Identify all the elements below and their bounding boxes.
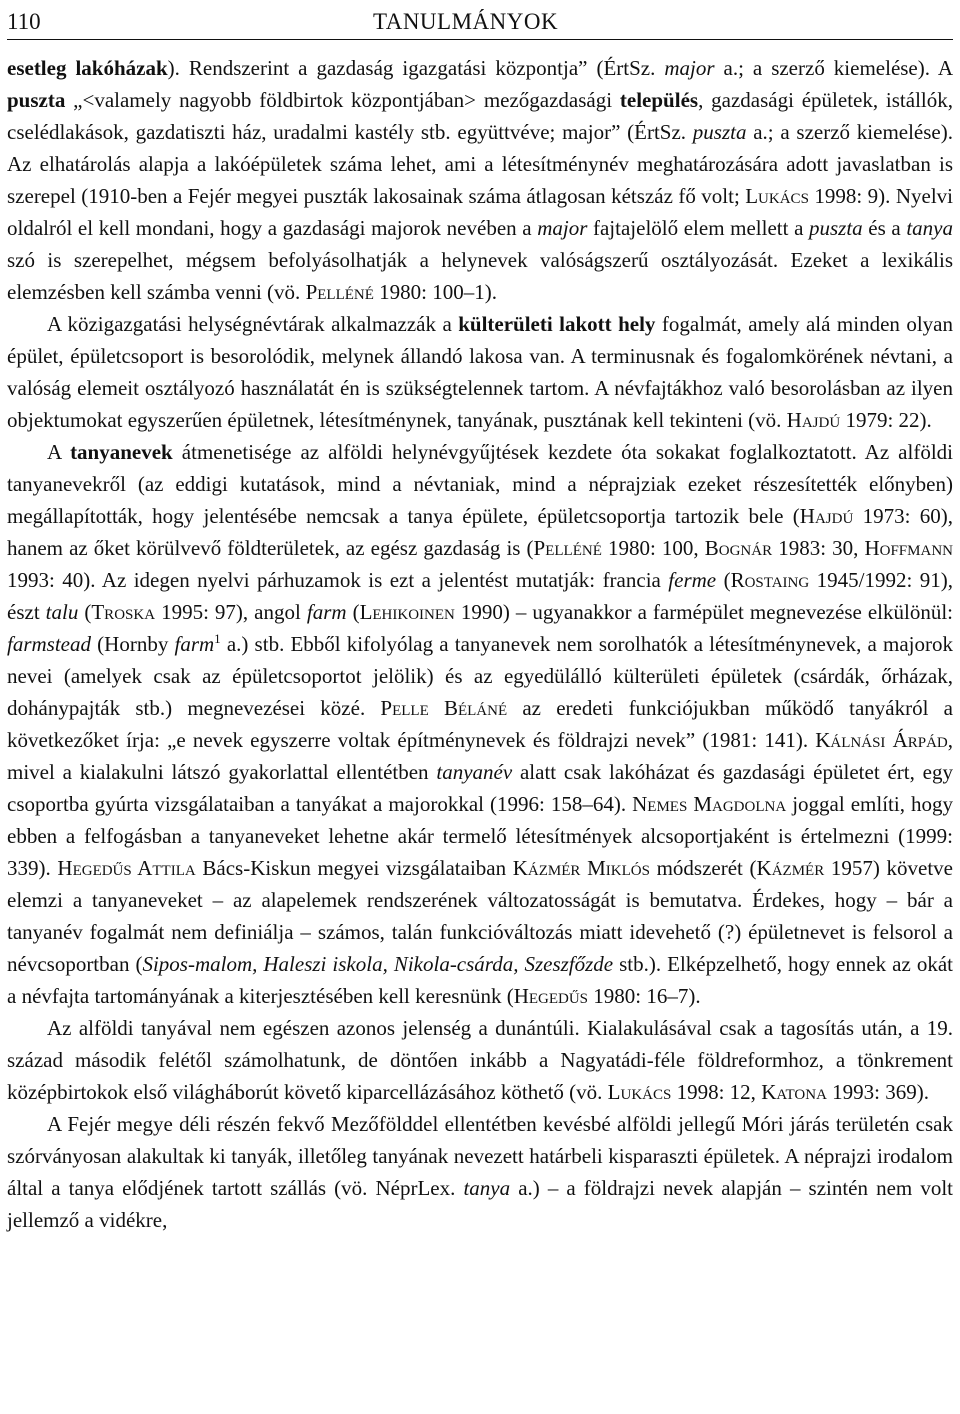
author-citation: Rostaing xyxy=(730,568,810,592)
text-run: 1993: 369). xyxy=(826,1080,929,1104)
italic-term: tanya xyxy=(906,216,953,240)
text-run: fogalmát, amely alá minden olyan épület, épületcsoport is besorolódik, melynek állandó lakosa van. A terminusnak és fogalomkörének névtani, a valóság elemeit osztályozó használatát én is szükségtelennek tartom. A névfajtákhoz való besorolásban az ilyen objektumokat egyszerűen épületnek, létesítménynek, tanyának, pusztának kell tekinteni (vö. xyxy=(7,312,953,432)
text-run: A Fejér megye déli részén fekvő Mezőfölddel ellentétben kevésbé alföldi jellegű Móri járás területén csak szórványosan alakultak ki tanyák, illetőleg tanyának nevezett határbeli kisparaszti épületek. A néprajzi irodalom által a tanya elődjének tartott szállás (vö. NéprLex. xyxy=(7,1112,953,1200)
text-run: a.) stb. Ebből kifolyólag a tanyanevek nem sorolhatók a létesítménynevek, a majorok nevei (amelyek csak az épületcsoportot jelölik) és az egyedülálló külterületi épületek (csárdák, őrházak, dohánypajták stb.) megnevezései közé. xyxy=(7,632,953,720)
author-citation: Lukács xyxy=(607,1080,672,1104)
author-citation: Lukács xyxy=(745,184,809,208)
text-run: , mivel a kialakulni látszó gyakorlattal ellentétben xyxy=(7,728,953,784)
bold-term: esetleg lakóházak xyxy=(7,56,168,80)
text-run: 1973: 60), hanem az őket körülvevő földterületek, az egész gazdaság is ( xyxy=(7,504,954,560)
text-run: 1998: 9). Nyelvi oldalról el kell mondani, hogy a gazdasági majorok nevében a xyxy=(7,184,953,240)
text-run: 1990) – ugyanakkor a farmépület megnevezése elkülönül: xyxy=(454,600,953,624)
italic-term: farm xyxy=(306,600,347,624)
text-run: fajtajelölő elem mellett a xyxy=(587,216,809,240)
author-citation: Hajdú xyxy=(786,408,841,432)
body-text xyxy=(7,52,953,1236)
text-run: 1998: 12, xyxy=(671,1080,762,1104)
italic-term: ferme xyxy=(668,568,717,592)
text-run: 1979: 22). xyxy=(840,408,932,432)
author-citation: Pelle Béláné xyxy=(380,696,508,720)
text-run: ). Rendszerint a gazdaság igazgatási központja” (ÉrtSz. xyxy=(167,56,665,80)
text-run: , gazdasági épületek, istállók, cselédlakások, gazdatiszti ház, uradalmi kastély stb. együttvéve; major” (ÉrtSz. xyxy=(7,88,953,144)
author-citation: Kázmér xyxy=(756,856,825,880)
text-run: módszerét ( xyxy=(649,856,757,880)
text-run: átmenetisége az alföldi helynévgyűjtések kezdete óta sokakat foglalkoztatott. Az alföldi tanyanevekről (az eddigi kutatások, mind a névtaniak, mind a néprajziak ezeket részesítették előnyben) megállapították, hogy jelentésébe nemcsak a tanya épülete, épületcsoportja tartozik bele ( xyxy=(7,440,954,528)
running-header xyxy=(7,6,953,40)
paragraph-4 xyxy=(7,1012,953,1108)
author-citation: Hegedűs xyxy=(513,984,589,1008)
paragraph-5 xyxy=(7,1108,953,1236)
text-run: ( xyxy=(346,600,360,624)
text-run: joggal említi, hogy ebben a felfogásban a tanyaneveket lehetne akár termelő létesítmények alcsoportjaként is értelmezni (1999: 339). xyxy=(7,792,953,880)
text-run: és a xyxy=(862,216,907,240)
italic-term: puszta xyxy=(692,120,747,144)
page-number: 110 xyxy=(7,9,41,34)
text-run: alatt csak lakóházat és gazdasági épületet ért, egy csoportba gyúrta vizsgálataiban a tanyákat a majorokkal (1996: 158–64). xyxy=(7,760,953,816)
author-citation: Pelléné xyxy=(305,280,374,304)
author-citation: Hoffmann xyxy=(864,536,953,560)
text-run: 1957) követve elemzi a tanyaneveket – az alapelemek rendszerének változatosságát is bemutatva. Érdekes, hogy – bár a tanyanév fogalmát nem definiálja – számos, talán funkcióváltozás miatt idevehető (?) épületnevet is felsorol a névcsoportban ( xyxy=(7,856,953,976)
text-run: ( xyxy=(716,568,731,592)
italic-term: farmstead xyxy=(7,632,91,656)
author-citation: Kázmér Miklós xyxy=(512,856,650,880)
author-citation: Lehikoinen xyxy=(359,600,455,624)
author-citation: Kálnási Árpád xyxy=(815,728,948,752)
text-run: a.) – a földrajzi nevek alapján – szintén nem volt jellemző a vidékre, xyxy=(7,1176,953,1232)
text-run: A közigazgatási helységnévtárak alkalmazzák a xyxy=(47,312,459,336)
text-run: 1980: 100, xyxy=(601,536,705,560)
bold-term: tanyanevek xyxy=(70,440,173,464)
text-run: 1980: 100–1). xyxy=(373,280,497,304)
text-run: 1983: 30, xyxy=(772,536,865,560)
section-title: TANULMÁNYOK xyxy=(373,9,559,34)
italic-term: major xyxy=(537,216,588,240)
text-run: 1995: 97), angol xyxy=(155,600,307,624)
paragraph-2 xyxy=(7,308,953,436)
paragraph-1 xyxy=(7,52,953,308)
italic-term: Sipos-malom, Haleszi iskola, Nikola-csárda, Szeszfőzde xyxy=(142,952,614,976)
text-run: „<valamely nagyobb földbirtok központjában> mezőgazdasági xyxy=(65,88,620,112)
text-run: 1980: 16–7). xyxy=(588,984,701,1008)
author-citation: Troska xyxy=(91,600,156,624)
text-run: (Hornby xyxy=(91,632,175,656)
text-run: Az alföldi tanyával nem egészen azonos jelenség a dunántúli. Kialakulásával csak a tagosítás után, a 19. század második felétől számolhatunk, de döntően inkább a Nagyatádi-féle földreformhoz, a tönkrement középbirtokok első világháborút követő kiparcellázásához köthető (vö. xyxy=(7,1016,953,1104)
author-citation: Pelléné xyxy=(533,536,602,560)
text-run: 1945/1992: 91), észt xyxy=(7,568,953,624)
author-citation: Katona xyxy=(761,1080,827,1104)
bold-term: külterületi lakott hely xyxy=(458,312,656,336)
author-citation: Nemes Magdolna xyxy=(632,792,787,816)
author-citation: Hegedűs Attila xyxy=(57,856,196,880)
italic-term: farm xyxy=(174,632,215,656)
author-citation: Hajdú xyxy=(799,504,854,528)
text-run: az eredeti funkciójukban működő tanyákról a következőket írja: „e nevek egyszerre voltak építménynevek és földrajzi nevek” (1981: 141). xyxy=(7,696,953,752)
text-run: ( xyxy=(78,600,92,624)
italic-term: puszta xyxy=(809,216,863,240)
text-run: stb.). Elképzelhető, hogy ennek az okát a névfajta tartományának a kiterjesztésében kell keresnünk ( xyxy=(7,952,953,1008)
italic-term: talu xyxy=(45,600,79,624)
text-run: a.; a szerző kiemelése). Az elhatárolás alapja a lakóépületek száma lehet, ami a létesítménynév meghatározására adott javaslatban is szerepel (1910-ben a Fejér megyei puszták lakosainak száma átlagosan kétszáz fő volt; xyxy=(7,120,953,208)
superscript: 1 xyxy=(214,631,221,646)
text-run: A xyxy=(47,440,71,464)
italic-term: tanyanév xyxy=(436,760,513,784)
text-run: Bács-Kiskun megyei vizsgálataiban xyxy=(195,856,513,880)
italic-term: major xyxy=(664,56,715,80)
text-run: a.; a szerző kiemelése). A xyxy=(714,56,953,80)
bold-term: település xyxy=(619,88,699,112)
text-run: 1993: 40). Az idegen nyelvi párhuzamok is ezt a jelentést mutatják: francia xyxy=(7,568,669,592)
text-run: szó is szerepelhet, mégsem befolyásolhatják a helynevek valóságszerű osztályozását. Ezeket a lexikális elemzésben kell számba venni (vö. xyxy=(7,248,953,304)
italic-term: tanya xyxy=(463,1176,511,1200)
author-citation: Bognár xyxy=(704,536,773,560)
bold-term: puszta xyxy=(7,88,66,112)
paragraph-3 xyxy=(7,436,953,1012)
